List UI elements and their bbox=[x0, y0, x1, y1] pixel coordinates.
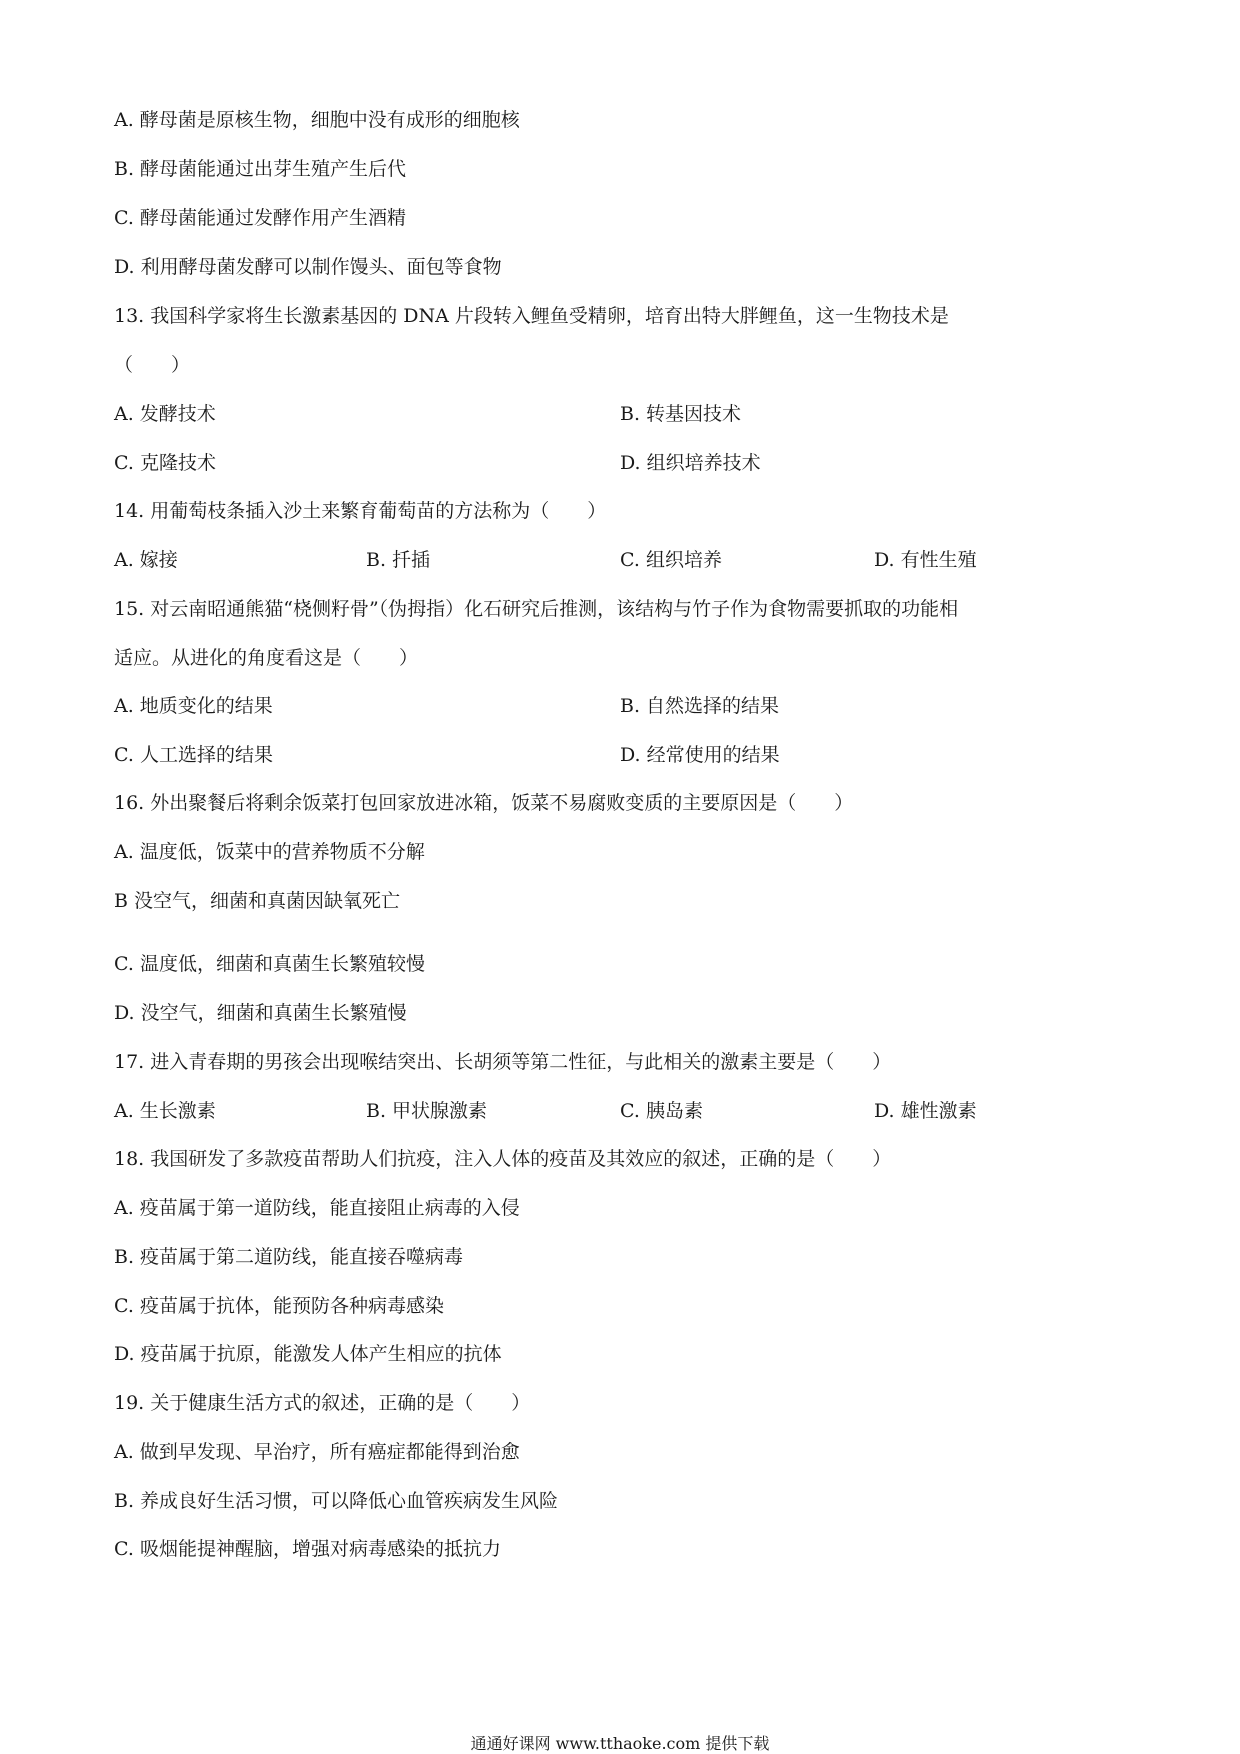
q13-stem-continued: （ ） bbox=[114, 354, 191, 376]
q13-option-a: A. 发酵技术 bbox=[114, 403, 216, 425]
q17-option-b: B. 甲状腺激素 bbox=[366, 1100, 488, 1122]
q15-option-d: D. 经常使用的结果 bbox=[620, 744, 780, 766]
q17-option-d: D. 雄性激素 bbox=[874, 1100, 977, 1122]
q15-option-c: C. 人工选择的结果 bbox=[114, 744, 273, 766]
q18-stem: 18. 我国研发了多款疫苗帮助人们抗疫，注入人体的疫苗及其效应的叙述，正确的是（ ） bbox=[114, 1148, 892, 1170]
q17-option-a: A. 生长激素 bbox=[114, 1100, 216, 1122]
q15-option-b: B. 自然选择的结果 bbox=[620, 695, 780, 717]
q12-option-b: B. 酵母菌能通过出芽生殖产生后代 bbox=[114, 158, 407, 180]
q19-option-b: B. 养成良好生活习惯，可以降低心血管疾病发生风险 bbox=[114, 1490, 559, 1512]
q16-option-a: A. 温度低，饭菜中的营养物质不分解 bbox=[114, 841, 425, 863]
q12-option-c: C. 酵母菌能通过发酵作用产生酒精 bbox=[114, 207, 406, 229]
q19-stem: 19. 关于健康生活方式的叙述，正确的是（ ） bbox=[114, 1392, 531, 1414]
q15-option-a: A. 地质变化的结果 bbox=[114, 695, 273, 717]
q14-stem: 14. 用葡萄枝条插入沙土来繁育葡萄苗的方法称为（ ） bbox=[114, 500, 607, 522]
q15-stem: 15. 对云南昭通熊猫“桡侧籽骨”（伪拇指）化石研究后推测，该结构与竹子作为食物需要抓取的功能相 bbox=[114, 598, 959, 620]
q18-option-d: D. 疫苗属于抗原，能激发人体产生相应的抗体 bbox=[114, 1343, 502, 1365]
page-footer: 通通好课网 www.tthaoke.com 提供下载 bbox=[470, 1734, 770, 1753]
q18-option-b: B. 疫苗属于第二道防线，能直接吞噬病毒 bbox=[114, 1246, 464, 1268]
q19-option-a: A. 做到早发现、早治疗，所有癌症都能得到治愈 bbox=[114, 1441, 520, 1463]
q18-option-a: A. 疫苗属于第一道防线，能直接阻止病毒的入侵 bbox=[114, 1197, 520, 1219]
q14-option-d: D. 有性生殖 bbox=[874, 549, 977, 571]
q16-option-b: B 没空气，细菌和真菌因缺氧死亡 bbox=[114, 890, 401, 912]
q14-option-b: B. 扦插 bbox=[366, 549, 431, 571]
q15-stem-continued: 适应。从进化的角度看这是（ ） bbox=[114, 647, 419, 669]
q13-option-c: C. 克隆技术 bbox=[114, 452, 216, 474]
q18-option-c: C. 疫苗属于抗体，能预防各种病毒感染 bbox=[114, 1295, 444, 1317]
q14-option-a: A. 嫁接 bbox=[114, 549, 178, 571]
q19-option-c: C. 吸烟能提神醒脑，增强对病毒感染的抵抗力 bbox=[114, 1538, 501, 1560]
q16-option-d: D. 没空气，细菌和真菌生长繁殖慢 bbox=[114, 1002, 407, 1024]
q14-option-c: C. 组织培养 bbox=[620, 549, 722, 571]
q17-option-c: C. 胰岛素 bbox=[620, 1100, 703, 1122]
q13-option-b: B. 转基因技术 bbox=[620, 403, 742, 425]
q16-option-c: C. 温度低，细菌和真菌生长繁殖较慢 bbox=[114, 953, 425, 975]
q13-option-d: D. 组织培养技术 bbox=[620, 452, 761, 474]
q12-option-d: D. 利用酵母菌发酵可以制作馒头、面包等食物 bbox=[114, 256, 502, 278]
q12-option-a: A. 酵母菌是原核生物，细胞中没有成形的细胞核 bbox=[114, 109, 520, 131]
q13-stem: 13. 我国科学家将生长激素基因的 DNA 片段转入鲤鱼受精卵，培育出特大胖鲤鱼，这一生物技术是 bbox=[114, 305, 949, 327]
q16-stem: 16. 外出聚餐后将剩余饭菜打包回家放进冰箱，饭菜不易腐败变质的主要原因是（ ） bbox=[114, 792, 854, 814]
q17-stem: 17. 进入青春期的男孩会出现喉结突出、长胡须等第二性征，与此相关的激素主要是（ ） bbox=[114, 1051, 892, 1073]
